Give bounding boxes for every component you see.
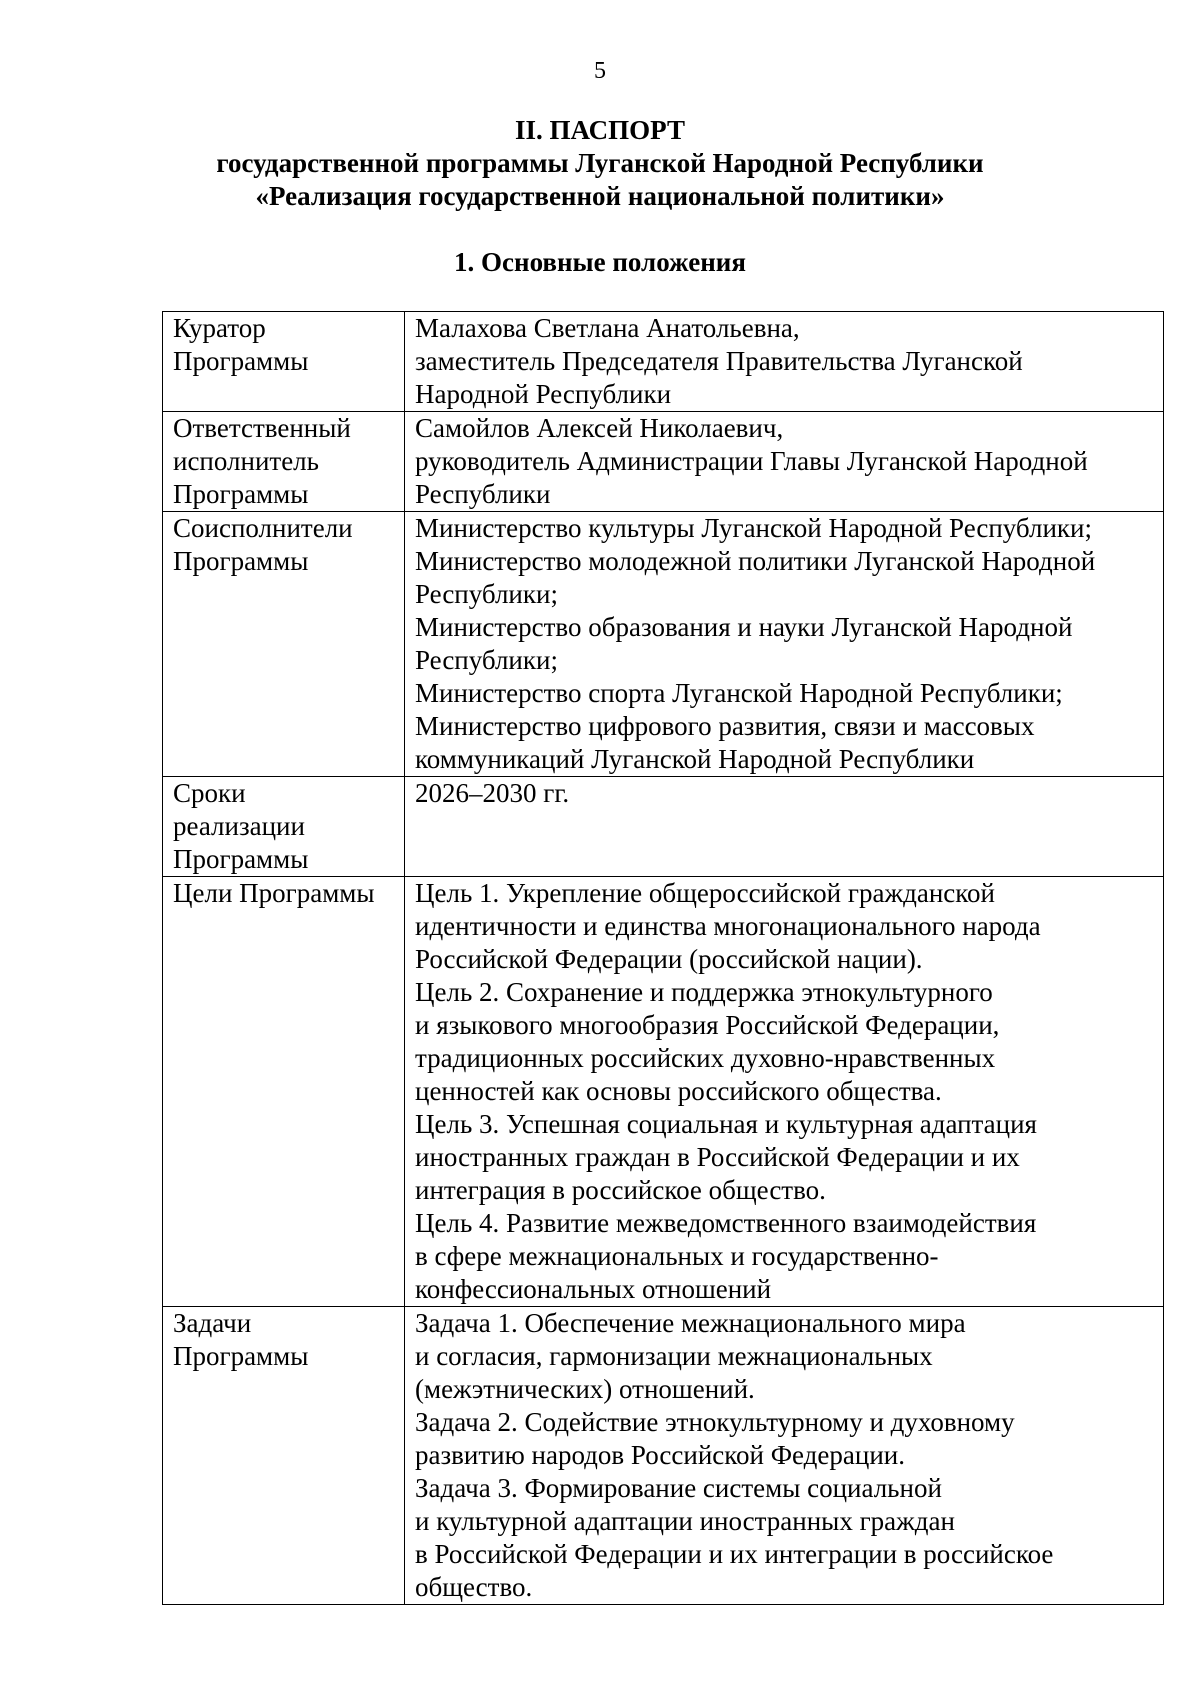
row-value-line: Задача 3. Формирование системы социальной bbox=[415, 1473, 942, 1503]
row-label-cell bbox=[163, 512, 405, 777]
row-value-line: Министерство культуры Луганской Народной Республики; bbox=[415, 513, 1092, 543]
row-value-line: в сфере межнациональных и государственно- bbox=[415, 1241, 939, 1271]
table-row bbox=[163, 1307, 1164, 1605]
row-value-cell bbox=[405, 877, 1164, 1307]
row-value-line: Министерство молодежной политики Луганской Народной bbox=[415, 546, 1096, 576]
row-value-cell bbox=[405, 777, 1164, 877]
table-row bbox=[163, 312, 1164, 412]
row-value-line: Республики bbox=[415, 479, 551, 509]
row-value-line: заместитель Председателя Правительства Луганской bbox=[415, 346, 1023, 376]
row-label-cell bbox=[163, 1307, 405, 1605]
row-value-cell bbox=[405, 512, 1164, 777]
row-label-line: Соисполнители bbox=[173, 513, 353, 543]
row-value-line: традиционных российских духовно-нравственных bbox=[415, 1043, 996, 1073]
table-row bbox=[163, 777, 1164, 877]
row-value-line: (межэтнических) отношений. bbox=[415, 1374, 755, 1404]
row-label-line: Программы bbox=[173, 546, 309, 576]
row-value-line: интеграция в российское общество. bbox=[415, 1175, 826, 1205]
row-value-line: Народной Республики bbox=[415, 379, 672, 409]
row-value-line: Министерство цифрового развития, связи и массовых bbox=[415, 711, 1035, 741]
row-value-line: Задача 2. Содействие этнокультурному и духовному bbox=[415, 1407, 1015, 1437]
row-label-cell bbox=[163, 412, 405, 512]
row-value-line: и языкового многообразия Российской Федерации, bbox=[415, 1010, 1000, 1040]
row-value-line: Республики; bbox=[415, 645, 558, 675]
row-value-line: в Российской Федерации и их интеграции в российское bbox=[415, 1539, 1054, 1569]
heading-title: II. ПАСПОРТ bbox=[514, 115, 685, 145]
row-value-line: идентичности и единства многонационального народа bbox=[415, 911, 1041, 941]
page-number: 5 bbox=[594, 58, 606, 84]
row-value-line: 2026–2030 гг. bbox=[415, 778, 570, 808]
row-value-line: Российской Федерации (российской нации). bbox=[415, 944, 923, 974]
row-value-line: Самойлов Алексей Николаевич, bbox=[415, 413, 784, 443]
row-label-line: Сроки bbox=[173, 778, 246, 808]
row-value-line: Задача 1. Обеспечение межнационального мира bbox=[415, 1308, 966, 1338]
row-label-line: Программы bbox=[173, 844, 309, 874]
row-label-cell bbox=[163, 312, 405, 412]
row-label-line: Ответственный bbox=[173, 413, 351, 443]
row-label-line: исполнитель bbox=[173, 446, 319, 476]
row-value-line: и согласия, гармонизации межнациональных bbox=[415, 1341, 933, 1371]
row-value-line: общество. bbox=[415, 1572, 533, 1602]
row-value-cell bbox=[405, 312, 1164, 412]
heading-program-name: «Реализация государственной национальной политики» bbox=[255, 181, 945, 211]
row-value-line: и культурной адаптации иностранных граждан bbox=[415, 1506, 955, 1536]
row-value-line: Республики; bbox=[415, 579, 558, 609]
row-value-line: иностранных граждан в Российской Федерации и их bbox=[415, 1142, 1020, 1172]
row-value-line: Цель 4. Развитие межведомственного взаимодействия bbox=[415, 1208, 1037, 1238]
section-title: 1. Основные положения bbox=[454, 247, 746, 277]
row-value-line: Министерство образования и науки Луганской Народной bbox=[415, 612, 1073, 642]
passport-table bbox=[162, 311, 1164, 1605]
row-value-line: Цель 3. Успешная социальная и культурная адаптация bbox=[415, 1109, 1037, 1139]
row-label-cell bbox=[163, 777, 405, 877]
document-heading bbox=[0, 114, 1200, 213]
heading-subtitle: государственной программы Луганской Народной Республики bbox=[216, 148, 984, 178]
row-value-cell bbox=[405, 1307, 1164, 1605]
row-value-line: коммуникаций Луганской Народной Республики bbox=[415, 744, 975, 774]
row-label-line: Куратор bbox=[173, 313, 266, 343]
row-label-cell bbox=[163, 877, 405, 1307]
table-row bbox=[163, 512, 1164, 777]
row-label-line: Задачи bbox=[173, 1308, 252, 1338]
table-row bbox=[163, 412, 1164, 512]
passport-table-body bbox=[163, 312, 1164, 1605]
row-value-cell bbox=[405, 412, 1164, 512]
row-label-line: Программы bbox=[173, 346, 309, 376]
row-value-line: Малахова Светлана Анатольевна, bbox=[415, 313, 800, 343]
row-value-line: Цель 1. Укрепление общероссийской гражданской bbox=[415, 878, 995, 908]
row-value-line: руководитель Администрации Главы Луганской Народной bbox=[415, 446, 1088, 476]
row-value-line: Цель 2. Сохранение и поддержка этнокультурного bbox=[415, 977, 993, 1007]
table-row bbox=[163, 877, 1164, 1307]
row-label-line: Программы bbox=[173, 479, 309, 509]
row-value-line: конфессиональных отношений bbox=[415, 1274, 772, 1304]
row-value-line: развитию народов Российской Федерации. bbox=[415, 1440, 905, 1470]
row-value-line: Министерство спорта Луганской Народной Республики; bbox=[415, 678, 1063, 708]
row-label-line: Цели Программы bbox=[173, 878, 375, 908]
row-value-line: ценностей как основы российского общества. bbox=[415, 1076, 942, 1106]
row-label-line: реализации bbox=[173, 811, 305, 841]
row-label-line: Программы bbox=[173, 1341, 309, 1371]
